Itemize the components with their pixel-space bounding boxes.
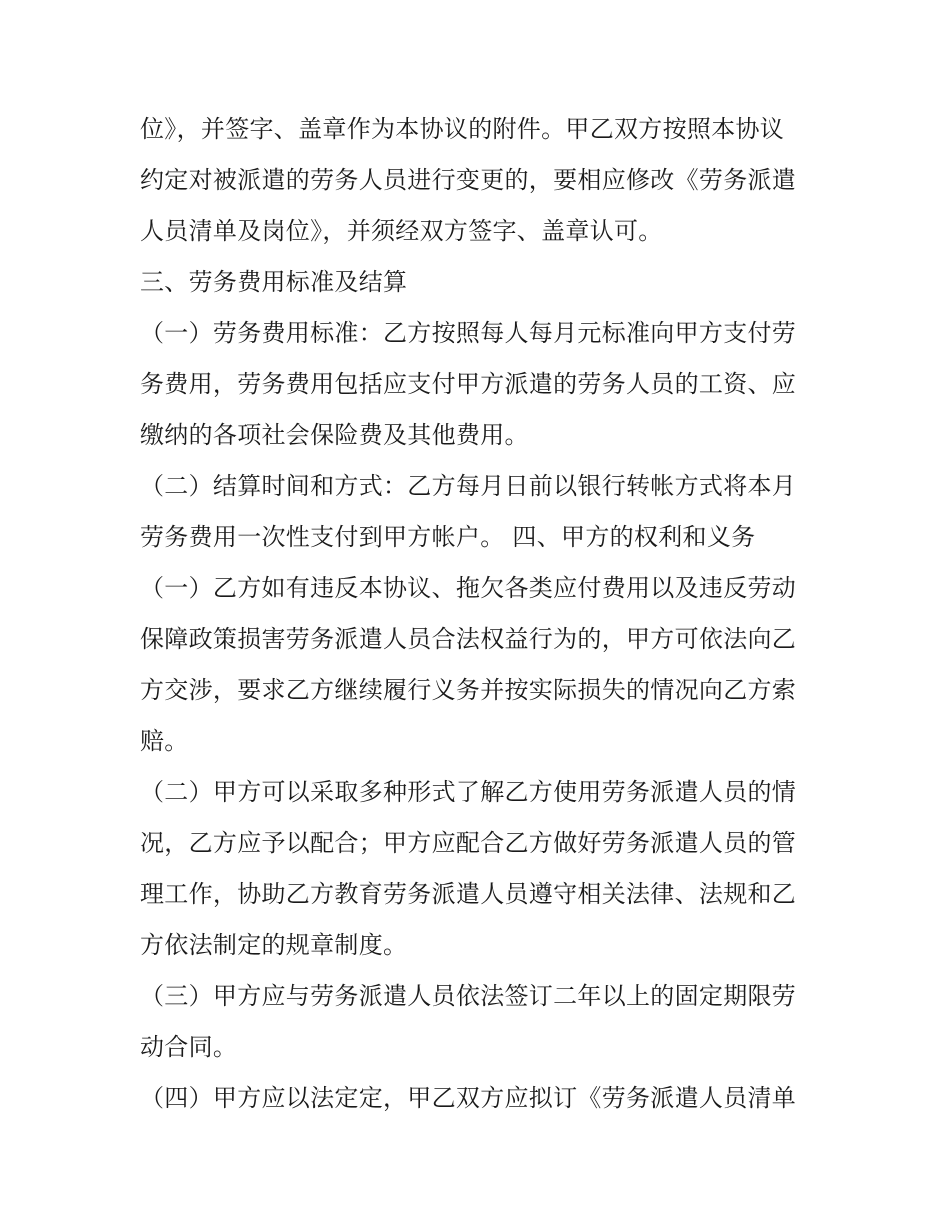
text-line: 务费用，劳务费用包括应支付甲方派遣的劳务人员的工资、应 <box>140 370 797 398</box>
section-heading: 三、劳务费用标准及结算 <box>140 268 408 296</box>
text-line: 方依法制定的规章制度。 <box>140 931 408 959</box>
text-line: 理工作，协助乙方教育劳务派遣人员遵守相关法律、法规和乙 <box>140 880 797 908</box>
text-line: 动合同。 <box>140 1033 238 1061</box>
text-line: 方交涉，要求乙方继续履行义务并按实际损失的情况向乙方索 <box>140 676 797 704</box>
text-line: 位》，并签字、盖章作为本协议的附件。甲乙双方按照本协议 <box>140 115 785 143</box>
text-line: （一）劳务费用标准：乙方按照每人每月元标准向甲方支付劳 <box>140 319 797 347</box>
document-body <box>140 104 812 1124</box>
text-line: 约定对被派遣的劳务人员进行变更的，要相应修改《劳务派遣 <box>140 166 797 194</box>
text-line: （四）甲方应以法定定，甲乙双方应拟订《劳务派遣人员清单 <box>140 1084 797 1112</box>
text-line: 缴纳的各项社会保险费及其他费用。 <box>140 421 529 449</box>
text-line: 劳务费用一次性支付到甲方帐户。 四、甲方的权利和义务 <box>140 523 756 551</box>
text-line: 人员清单及岗位》，并须经双方签字、盖章认可。 <box>140 217 663 245</box>
text-line: （一）乙方如有违反本协议、拖欠各类应付费用以及违反劳动 <box>140 574 797 602</box>
text-line: （二）结算时间和方式：乙方每月日前以银行转帐方式将本月 <box>140 472 797 500</box>
text-line: （三）甲方应与劳务派遣人员依法签订二年以上的固定期限劳 <box>140 982 797 1010</box>
text-line: 保障政策损害劳务派遣人员合法权益行为的，甲方可依法向乙 <box>140 625 797 653</box>
text-line: 赔。 <box>140 727 189 755</box>
text-line: （二）甲方可以采取多种形式了解乙方使用劳务派遣人员的情 <box>140 778 797 806</box>
text-line: 况，乙方应予以配合；甲方应配合乙方做好劳务派遣人员的管 <box>140 829 797 857</box>
